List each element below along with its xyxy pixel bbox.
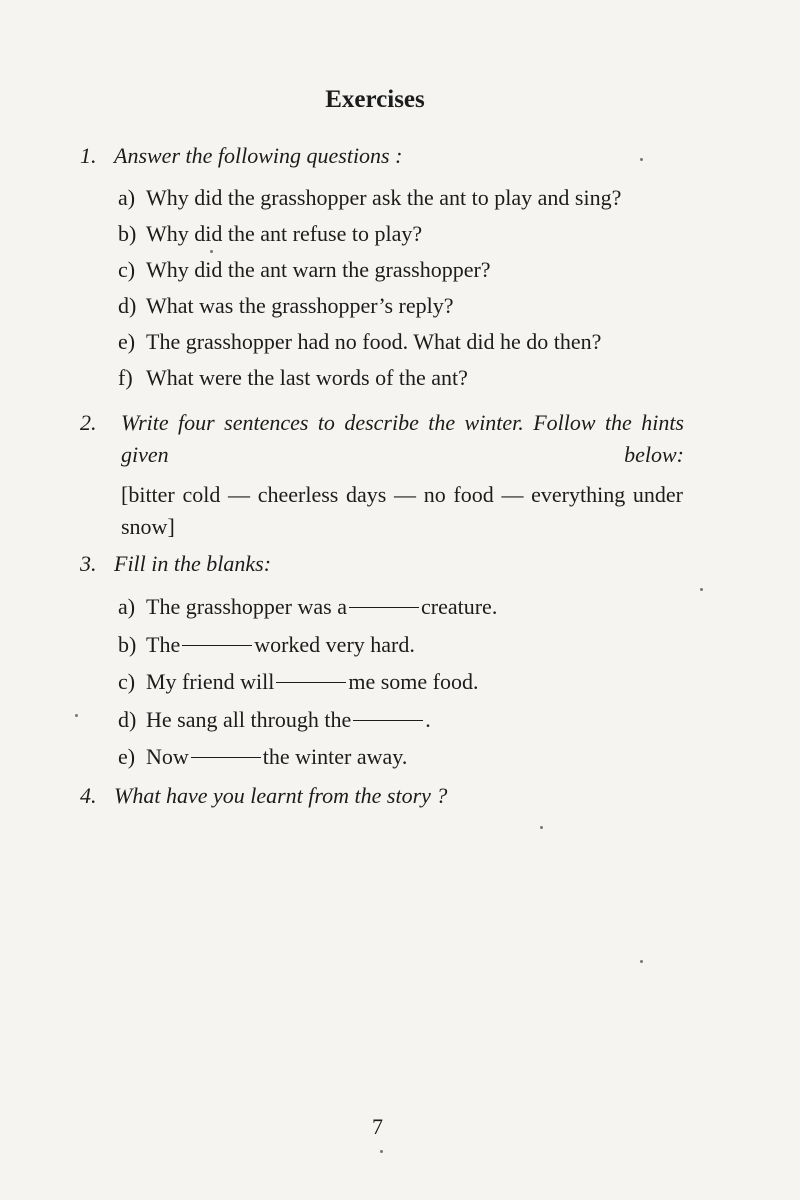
paper-speck [540,826,543,829]
question-text: What have you learnt from the story ? [114,783,448,808]
question-3 [80,548,690,580]
paper-speck [640,960,643,963]
list-item: b) The worked very hard. [118,631,415,657]
list-item: e) The grasshopper had no food. What did he do then? [118,329,602,354]
question-3-list [118,588,497,776]
list-item: a) The grasshopper was a creature. [118,594,498,619]
list-item: a) Why did the grasshopper ask the ant to play and sing? [118,185,622,210]
paper-speck [380,1150,383,1153]
question-number: 4. [80,783,97,808]
list-item: e) Now the winter away. [118,744,408,769]
question-1 [80,140,690,172]
list-item: c) My friend will me some food. [118,669,479,694]
list-item: d) What was the grasshopper’s reply? [118,293,454,318]
question-number: 2. [80,410,97,435]
question-number: 3. [80,551,97,576]
blank-line [353,720,423,721]
question-text: Write four sentences to describe the winter. Follow the hints given below: [121,410,684,467]
question-2-hints: [bitter cold — cheerless days — no food — everything under snow] [121,482,683,539]
question-text: Answer the following questions : [114,143,403,168]
question-text: Fill in the blanks: [114,551,272,576]
paper-speck [700,588,703,591]
page-number: 7 [372,1114,383,1139]
list-item: b) Why did the ant refuse to play? [118,221,423,246]
blank-line [191,757,261,758]
paper-speck [640,158,643,161]
question-number: 1. [80,143,97,168]
question-4 [80,780,690,812]
paper-speck [75,714,78,717]
question-1-list [118,180,621,396]
question-2 [80,407,690,467]
blank-line [182,645,252,646]
page-title: Exercises [325,86,425,113]
list-item: f) What were the last words of the ant? [118,365,468,390]
blank-line [349,607,419,608]
list-item: c) Why did the ant warn the grasshopper? [118,257,491,282]
paper-speck [210,250,213,253]
list-item: d) He sang all through the . [118,706,431,732]
blank-line [276,682,346,683]
